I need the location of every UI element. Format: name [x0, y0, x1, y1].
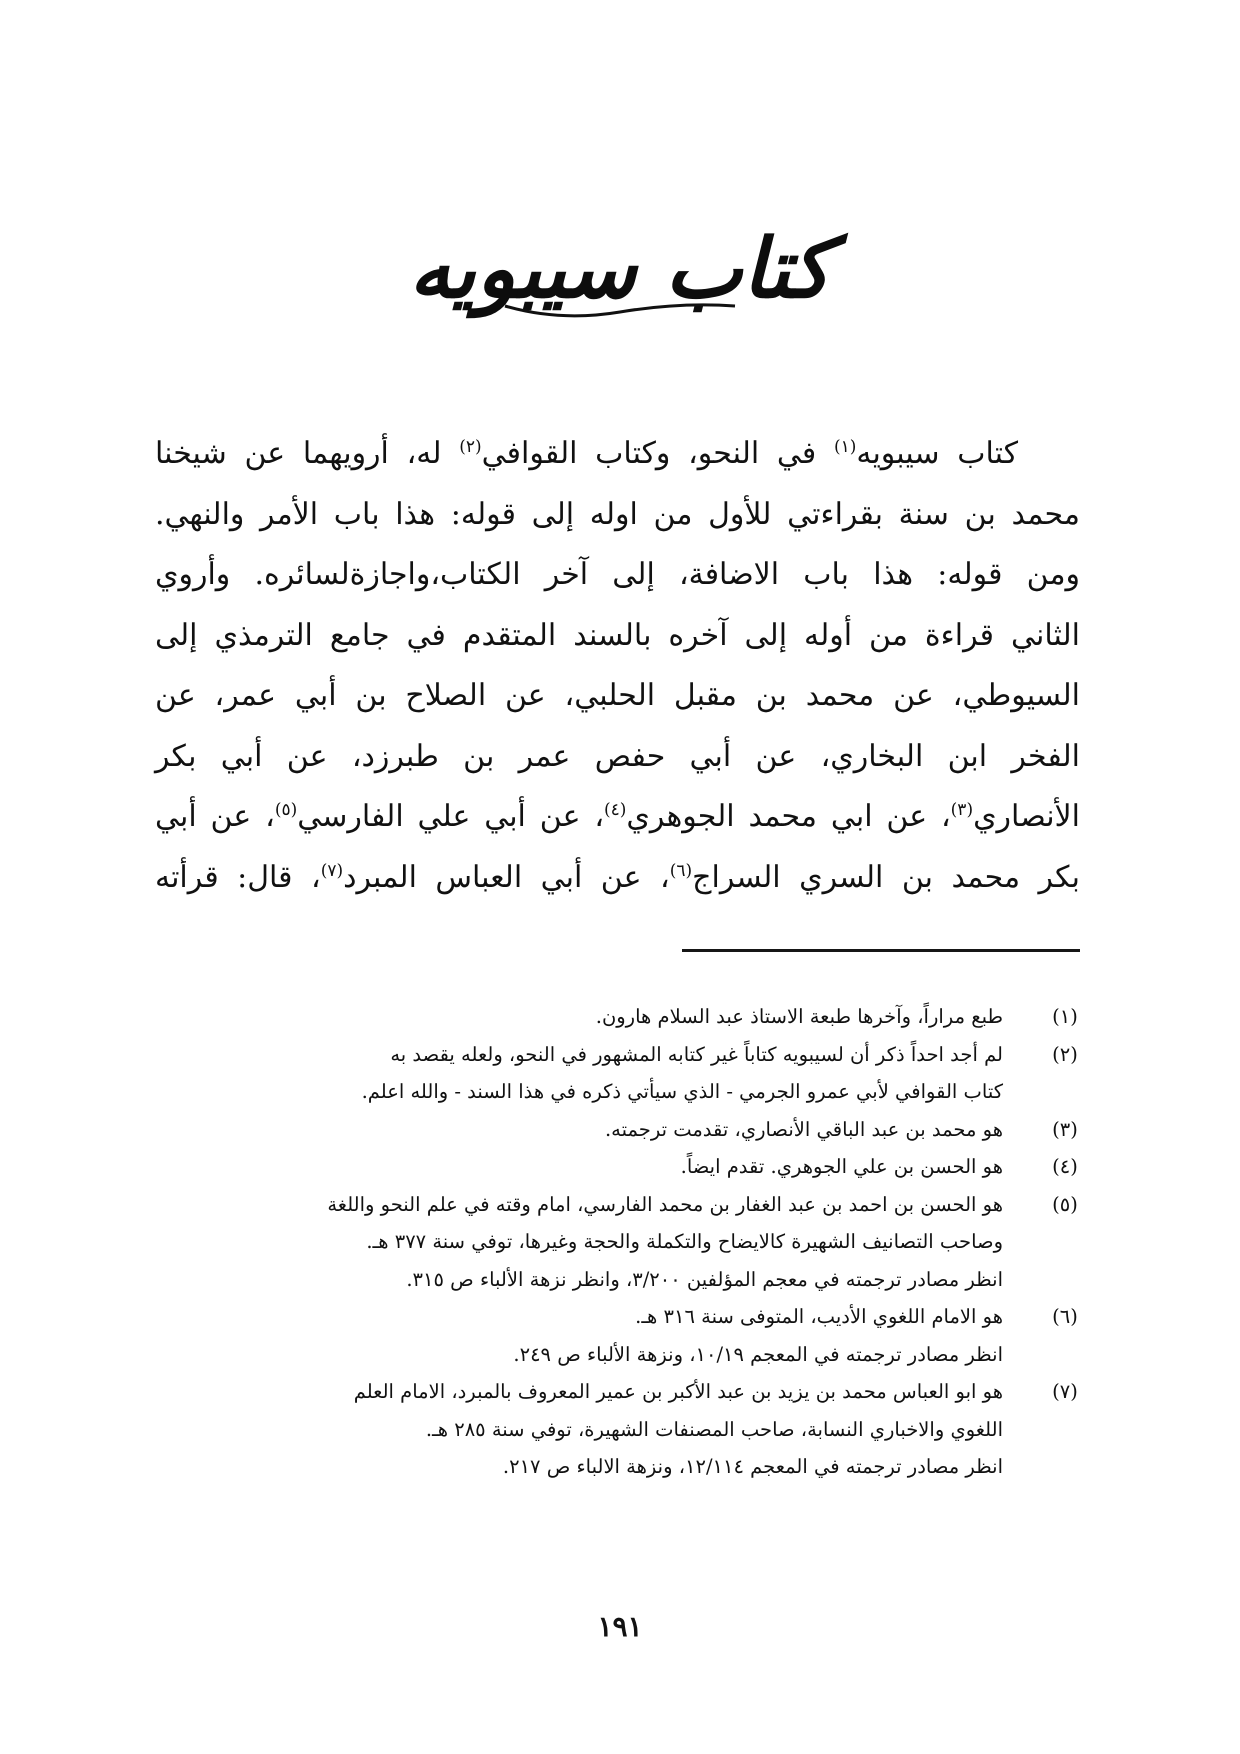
footnote-line: هو الحسن بن احمد بن عبد الغفار بن محمد الفارسي، امام وقته في علم النحو واللغة [327, 1192, 1003, 1216]
body-text-segment: الأنصاري [973, 799, 1080, 834]
body-text-segment: بكر محمد بن السري السراج [692, 859, 1080, 895]
footnote-line: هو ابو العباس محمد بن يزيد بن عبد الأكبر بن عمير المعروف بالمبرد، الامام العلم [353, 1380, 1003, 1403]
footnote-number: (٥) [1052, 1192, 1078, 1216]
footnote-reference: (٧) [320, 860, 344, 881]
body-text-segment: محمد بن سنة بقراءتي للأول من اوله إلى قوله: هذا باب الأمر والنهي. [155, 496, 1080, 532]
body-line [155, 606, 1080, 667]
footnote [160, 1298, 1085, 1373]
footnote-number: (٧) [1052, 1380, 1078, 1403]
body-text-segment: السيوطي، عن محمد بن مقبل الحلبي، عن الصلاح بن أبي عمر، عن [155, 678, 1080, 713]
footnote-number: (٢) [1052, 1042, 1078, 1066]
footnote-line: هو الحسن بن علي الجوهري. تقدم ايضاً. [680, 1155, 1003, 1178]
body-paragraph [155, 424, 1080, 908]
body-text-segment: ، عن أبي علي الفارسي [297, 799, 604, 834]
footnote [160, 1186, 1085, 1299]
footnote [160, 998, 1085, 1036]
body-text-segment: ، عن أبي [155, 799, 275, 834]
body-text-segment: ، عن ابي محمد الجوهري [626, 799, 951, 834]
body-line [155, 485, 1080, 546]
footnote-reference: (٥) [274, 800, 298, 820]
footnote-line: اللغوي والاخباري النسابة، صاحب المصنفات الشهيرة، توفي سنة ٢٨٥ هـ. [425, 1417, 1003, 1441]
footnote [160, 1373, 1085, 1486]
footnote-line: لم أجد احداً ذكر أن لسيبويه كتاباً غير كتابه المشهور في النحو، ولعله يقصد به [390, 1042, 1003, 1066]
body-text-segment: الثاني قراءة من أوله إلى آخره بالسند المتقدم في جامع الترمذي إلى [155, 617, 1080, 653]
footnote-line: انظر مصادر ترجمته في المعجم ١٠/١٩، ونزهة الألباء ص ٢٤٩. [513, 1342, 1003, 1366]
body-text-segment: في النحو، وكتاب القوافي [481, 436, 834, 471]
footnote [160, 1036, 1085, 1111]
footnote-number: (١) [1052, 1005, 1078, 1028]
footnote-line: وصاحب التصانيف الشهيرة كالايضاح والتكملة والحجة وغيرها، توفي سنة ٣٧٧ هـ. [366, 1230, 1003, 1253]
heading-flourish [500, 300, 740, 320]
footnote-number: (٣) [1052, 1117, 1078, 1141]
footnotes-list [160, 998, 1085, 1486]
body-text-segment: ، قال: قرأته [155, 859, 321, 895]
body-line [155, 666, 1080, 727]
body-text-segment: ومن قوله: هذا باب الاضافة، إلى آخر الكتاب،واجازةلسائره. وأروي [155, 557, 1080, 592]
footnote-separator [682, 949, 1080, 952]
page-number: ١٩١ [597, 1610, 643, 1643]
footnote-number: (٤) [1052, 1155, 1078, 1178]
footnote-line: كتاب القوافي لأبي عمرو الجرمي - الذي سيأتي ذكره في هذا السند - والله اعلم. [361, 1080, 1003, 1103]
footnote [160, 1148, 1085, 1186]
footnote-reference: (٤) [604, 800, 627, 820]
body-line [155, 727, 1080, 788]
footnote-reference: (٣) [950, 800, 974, 820]
footnote-number: (٦) [1052, 1305, 1078, 1328]
body-line [155, 545, 1080, 606]
footnote-line: هو الامام اللغوي الأديب، المتوفى سنة ٣١٦ هـ. [635, 1305, 1003, 1328]
page-heading: كتاب سيبويه [409, 221, 831, 317]
body-line [155, 787, 1080, 848]
body-text-segment: كتاب سيبويه [856, 436, 1018, 471]
footnote-reference: (٦) [669, 860, 693, 881]
footnote-reference: (١) [833, 437, 857, 457]
footnote-reference: (٢) [459, 437, 482, 457]
body-line [155, 424, 1080, 485]
footnote-line: انظر مصادر ترجمته في معجم المؤلفين ٣/٢٠٠، وانظر نزهة الألباء ص ٣١٥. [406, 1267, 1003, 1291]
body-text-segment: له، أرويهما عن شيخنا [155, 436, 460, 471]
body-text-segment: الفخر ابن البخاري، عن أبي حفص عمر بن طبرزد، عن أبي بكر [155, 738, 1080, 774]
footnote-line: هو محمد بن عبد الباقي الأنصاري، تقدمت ترجمته. [604, 1117, 1003, 1141]
body-line [155, 848, 1080, 909]
body-text-segment: ، عن أبي العباس المبرد [343, 859, 670, 895]
footnote-line: طبع مراراً، وآخرها طبعة الاستاذ عبد السلام هارون. [595, 1005, 1003, 1028]
footnote-line: انظر مصادر ترجمته في المعجم ١٢/١١٤، ونزهة الالباء ص ٢١٧. [502, 1455, 1003, 1478]
footnote [160, 1111, 1085, 1149]
